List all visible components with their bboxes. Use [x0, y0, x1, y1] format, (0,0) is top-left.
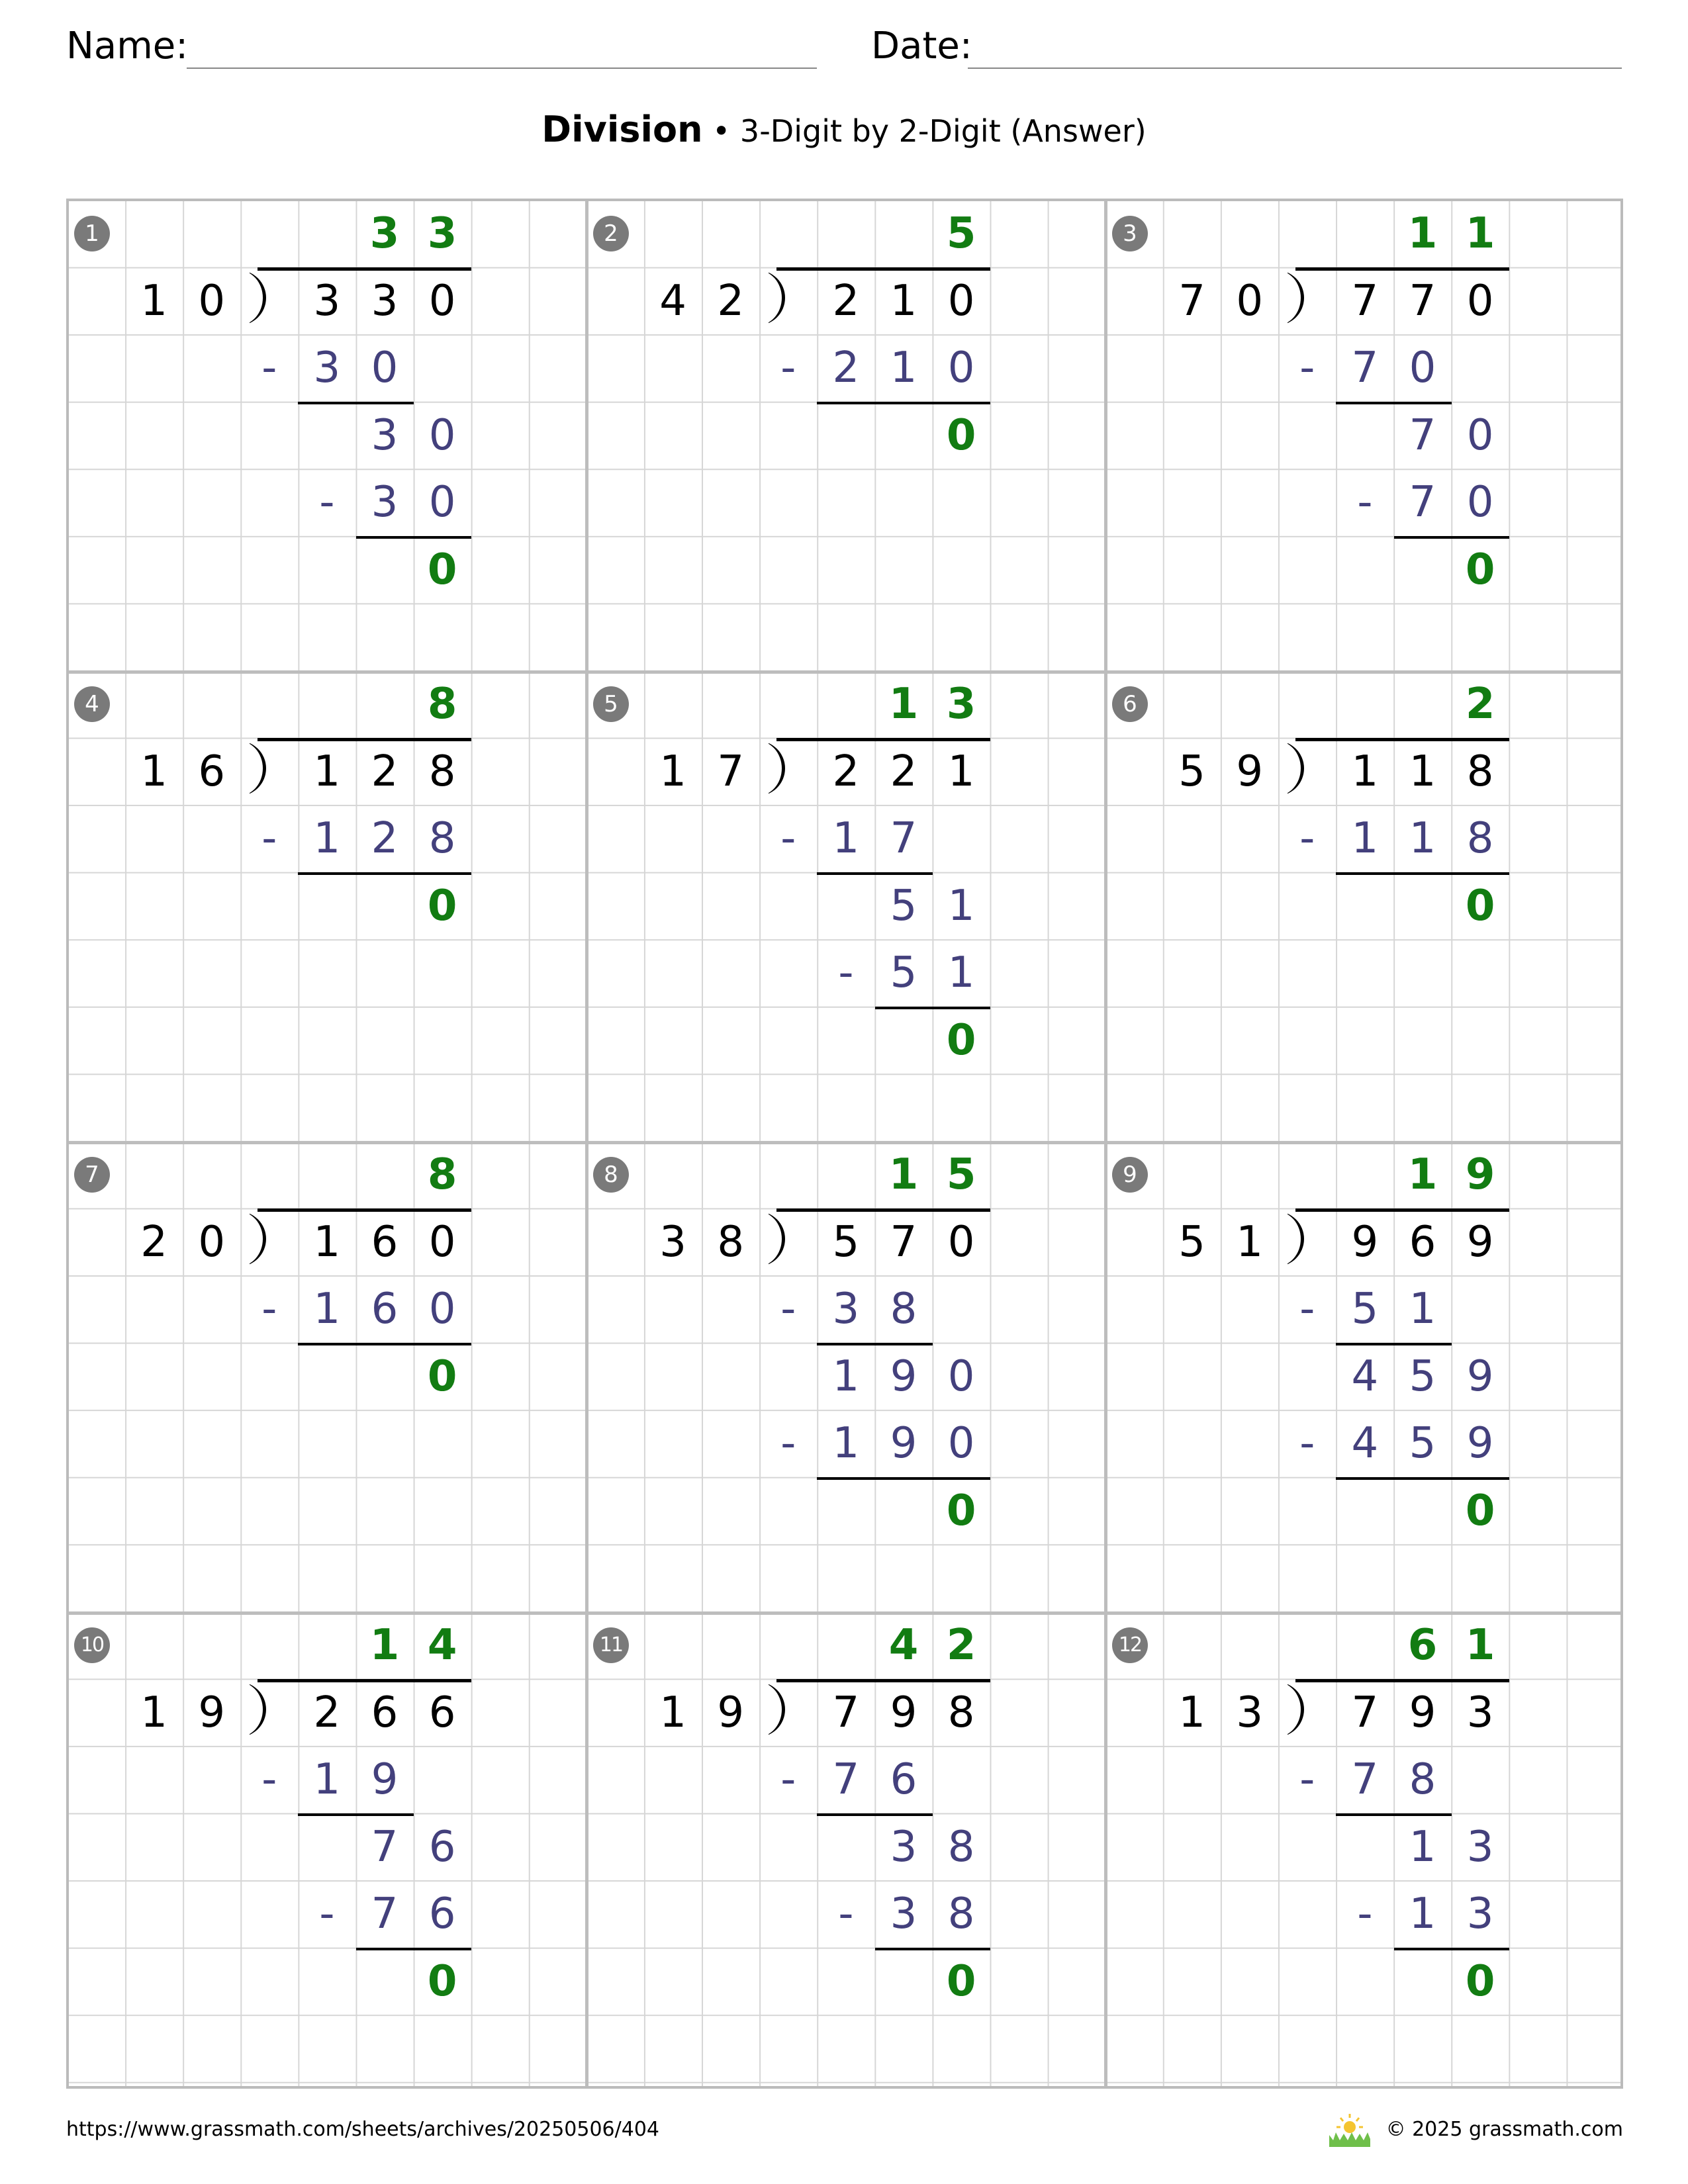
problem-number-badge: 6 — [1112, 686, 1148, 722]
divisor-digit: 7 — [717, 747, 745, 796]
page-title — [0, 105, 1688, 156]
subtrahend-digit: 7 — [1351, 1755, 1379, 1805]
minus-sign: - — [780, 1419, 796, 1469]
problem-8 — [586, 1141, 1105, 1612]
dividend-digit: 7 — [1409, 276, 1436, 326]
subtrahend-digit: 3 — [1466, 1889, 1494, 1939]
partial-remainder-digit: 1 — [947, 881, 975, 931]
remainder-digit: 0 — [946, 410, 976, 460]
dividend-digit: 5 — [832, 1217, 860, 1267]
quotient-digit: 8 — [427, 1150, 457, 1199]
division-vinculum — [258, 267, 471, 271]
subtrahend-digit: 3 — [832, 1285, 860, 1334]
divisor-digit: 0 — [1236, 276, 1264, 326]
worksheet-grid — [66, 199, 1623, 2089]
title-subtitle: 3-Digit by 2-Digit (Answer) — [739, 113, 1147, 149]
subtrahend-digit: 1 — [313, 1755, 341, 1805]
minus-sign: - — [1299, 1285, 1315, 1334]
divisor-digit: 4 — [659, 276, 686, 326]
minus-sign: - — [838, 948, 854, 998]
division-vinculum — [258, 738, 471, 741]
subtrahend-digit: 6 — [371, 1285, 399, 1334]
partial-remainder-digit: 6 — [428, 1822, 456, 1872]
minus-sign: - — [1299, 1419, 1315, 1469]
division-vinculum — [258, 1208, 471, 1212]
subtrahend-digit: 1 — [832, 814, 860, 864]
remainder-digit: 0 — [1465, 1956, 1495, 2006]
subtrahend-digit: 8 — [1466, 814, 1494, 864]
subtrahend-digit: 1 — [1409, 1285, 1436, 1334]
subtrahend-digit: 3 — [371, 478, 399, 527]
dividend-digit: 9 — [1409, 1688, 1436, 1737]
subtrahend-digit: 1 — [313, 1285, 341, 1334]
subtrahend-digit: 7 — [371, 1889, 399, 1939]
divisor-digit: 2 — [140, 1217, 167, 1267]
division-bracket — [1288, 270, 1307, 330]
dividend-digit: 7 — [1351, 1688, 1379, 1737]
title-separator: • — [702, 113, 740, 149]
name-label: Name: — [66, 24, 189, 68]
minus-sign: - — [261, 1755, 277, 1805]
problem-number-badge: 3 — [1112, 216, 1148, 251]
partial-remainder-digit: 3 — [890, 1822, 917, 1872]
quotient-digit: 8 — [427, 680, 457, 729]
problem-number-badge: 10 — [74, 1627, 110, 1663]
division-bracket — [1288, 741, 1307, 800]
problem-12 — [1105, 1612, 1624, 2083]
partial-remainder-digit: 5 — [890, 881, 917, 931]
minus-sign: - — [1299, 814, 1315, 864]
problem-2 — [586, 200, 1105, 671]
divisor-digit: 1 — [1236, 1217, 1264, 1267]
subtrahend-digit: 0 — [428, 478, 456, 527]
division-bracket — [769, 1211, 788, 1271]
division-vinculum — [1295, 267, 1509, 271]
minus-sign: - — [780, 814, 796, 864]
minus-sign: - — [1299, 1755, 1315, 1805]
problem-6 — [1105, 670, 1624, 1142]
subtrahend-digit: 1 — [313, 814, 341, 864]
divisor-digit: 3 — [1236, 1688, 1264, 1737]
divisor-digit: 1 — [1178, 1688, 1205, 1737]
remainder-digit: 0 — [946, 1956, 976, 2006]
partial-remainder-digit: 0 — [1466, 410, 1494, 460]
divisor-digit: 1 — [140, 1688, 167, 1737]
subtrahend-digit: 1 — [1409, 814, 1436, 864]
division-bracket — [1288, 1211, 1307, 1271]
dividend-digit: 8 — [428, 747, 456, 796]
subtrahend-digit: 3 — [313, 343, 341, 393]
dividend-digit: 1 — [313, 1217, 341, 1267]
dividend-digit: 2 — [890, 747, 917, 796]
subtrahend-digit: 5 — [1409, 1419, 1436, 1469]
divisor-digit: 2 — [717, 276, 745, 326]
dividend-digit: 3 — [1466, 1688, 1494, 1737]
grass-sun-logo-icon — [1328, 2111, 1372, 2147]
subtrahend-digit: 7 — [1409, 478, 1436, 527]
remainder-digit: 0 — [427, 881, 457, 931]
subtrahend-digit: 1 — [1351, 814, 1379, 864]
division-bracket — [250, 1211, 269, 1271]
dividend-digit: 0 — [947, 276, 975, 326]
minus-sign: - — [780, 343, 796, 393]
subtrahend-digit: 1 — [947, 948, 975, 998]
division-vinculum — [776, 738, 990, 741]
quotient-digit: 3 — [427, 209, 457, 258]
partial-remainder-digit: 7 — [371, 1822, 399, 1872]
partial-remainder-digit: 0 — [428, 410, 456, 460]
quotient-digit: 5 — [946, 209, 976, 258]
quotient-digit: 1 — [1465, 1621, 1495, 1670]
dividend-digit: 3 — [313, 276, 341, 326]
divisor-digit: 1 — [140, 276, 167, 326]
minus-sign: - — [261, 814, 277, 864]
minus-sign: - — [780, 1755, 796, 1805]
dividend-digit: 8 — [1466, 747, 1494, 796]
problem-number-badge: 5 — [593, 686, 629, 722]
quotient-digit: 2 — [946, 1621, 976, 1670]
minus-sign: - — [261, 1285, 277, 1334]
dividend-digit: 6 — [428, 1688, 456, 1737]
subtrahend-digit: 4 — [1351, 1419, 1379, 1469]
dividend-digit: 2 — [313, 1688, 341, 1737]
minus-sign: - — [1299, 343, 1315, 393]
dividend-digit: 6 — [371, 1217, 399, 1267]
division-vinculum — [776, 267, 990, 271]
minus-sign: - — [261, 343, 277, 393]
divisor-digit: 5 — [1178, 1217, 1205, 1267]
quotient-digit: 1 — [1465, 209, 1495, 258]
dividend-digit: 1 — [313, 747, 341, 796]
subtrahend-digit: 9 — [1466, 1419, 1494, 1469]
subtrahend-digit: 8 — [947, 1889, 975, 1939]
dividend-digit: 1 — [947, 747, 975, 796]
subtrahend-digit: 0 — [947, 343, 975, 393]
subtrahend-digit: 5 — [1351, 1285, 1379, 1334]
dividend-digit: 1 — [1409, 747, 1436, 796]
footer-copyright: © 2025 grassmath.com — [1385, 2118, 1623, 2141]
divisor-digit: 1 — [659, 1688, 686, 1737]
subtrahend-digit: 7 — [832, 1755, 860, 1805]
problem-11 — [586, 1612, 1105, 2083]
divisor-digit: 1 — [659, 747, 686, 796]
division-vinculum — [776, 1208, 990, 1212]
remainder-digit: 0 — [1465, 881, 1495, 931]
partial-remainder-digit: 9 — [890, 1351, 917, 1401]
partial-remainder-digit: 3 — [1466, 1822, 1494, 1872]
divisor-digit: 9 — [1236, 747, 1264, 796]
quotient-digit: 2 — [1465, 680, 1495, 729]
divisor-digit: 8 — [717, 1217, 745, 1267]
dividend-digit: 7 — [1351, 276, 1379, 326]
partial-remainder-digit: 5 — [1409, 1351, 1436, 1401]
subtrahend-digit: 5 — [890, 948, 917, 998]
dividend-digit: 0 — [947, 1217, 975, 1267]
division-bracket — [250, 1682, 269, 1741]
minus-sign: - — [1357, 1889, 1373, 1939]
division-vinculum — [258, 1679, 471, 1682]
divisor-digit: 0 — [198, 1217, 226, 1267]
partial-remainder-digit: 8 — [947, 1822, 975, 1872]
divisor-digit: 9 — [717, 1688, 745, 1737]
division-vinculum — [776, 1679, 990, 1682]
problem-1 — [68, 200, 586, 671]
partial-remainder-digit: 0 — [947, 1351, 975, 1401]
subtrahend-digit: 1 — [1409, 1889, 1436, 1939]
divisor-digit: 3 — [659, 1217, 686, 1267]
division-bracket — [1288, 1682, 1307, 1741]
problem-number-badge: 7 — [74, 1157, 110, 1193]
divisor-digit: 6 — [198, 747, 226, 796]
minus-sign: - — [319, 1889, 335, 1939]
subtrahend-digit: 9 — [890, 1419, 917, 1469]
problem-7 — [68, 1141, 586, 1612]
division-vinculum — [1295, 738, 1509, 741]
problem-9 — [1105, 1141, 1624, 1612]
title-main: Division — [541, 109, 703, 150]
problem-4 — [68, 670, 586, 1142]
dividend-digit: 7 — [832, 1688, 860, 1737]
remainder-digit: 0 — [1465, 1486, 1495, 1535]
partial-remainder-digit: 1 — [832, 1351, 860, 1401]
quotient-digit: 1 — [369, 1621, 400, 1670]
remainder-digit: 0 — [427, 545, 457, 594]
quotient-digit: 6 — [1407, 1621, 1438, 1670]
subtrahend-digit: 8 — [890, 1285, 917, 1334]
divisor-digit: 5 — [1178, 747, 1205, 796]
dividend-digit: 0 — [428, 276, 456, 326]
quotient-digit: 1 — [888, 1150, 919, 1199]
dividend-digit: 2 — [832, 276, 860, 326]
dividend-digit: 9 — [1351, 1217, 1379, 1267]
division-vinculum — [1295, 1208, 1509, 1212]
remainder-digit: 0 — [427, 1956, 457, 2006]
subtrahend-digit: 2 — [371, 814, 399, 864]
minus-sign: - — [1357, 478, 1373, 527]
name-line[interactable] — [187, 68, 817, 69]
partial-remainder-digit: 3 — [371, 410, 399, 460]
quotient-digit: 1 — [1407, 209, 1438, 258]
subtrahend-digit: 0 — [1409, 343, 1436, 393]
subtrahend-digit: 8 — [1409, 1755, 1436, 1805]
problem-5 — [586, 670, 1105, 1142]
quotient-digit: 1 — [888, 680, 919, 729]
date-line[interactable] — [968, 68, 1622, 69]
subtrahend-digit: 2 — [832, 343, 860, 393]
minus-sign: - — [838, 1889, 854, 1939]
division-vinculum — [1295, 1679, 1509, 1682]
dividend-digit: 3 — [371, 276, 399, 326]
dividend-digit: 9 — [1466, 1217, 1494, 1267]
dividend-digit: 7 — [890, 1217, 917, 1267]
subtrahend-digit: 9 — [371, 1755, 399, 1805]
dividend-digit: 9 — [890, 1688, 917, 1737]
partial-remainder-digit: 1 — [1409, 1822, 1436, 1872]
subtrahend-digit: 1 — [832, 1419, 860, 1469]
partial-remainder-digit: 7 — [1409, 410, 1436, 460]
problem-number-badge: 1 — [74, 216, 110, 251]
date-label: Date: — [871, 24, 972, 68]
subtrahend-digit: 0 — [947, 1419, 975, 1469]
quotient-digit: 9 — [1465, 1150, 1495, 1199]
division-bracket — [250, 270, 269, 330]
minus-sign: - — [780, 1285, 796, 1334]
subtrahend-digit: 6 — [890, 1755, 917, 1805]
subtrahend-digit: 0 — [1466, 478, 1494, 527]
subtrahend-digit: 0 — [428, 1285, 456, 1334]
problem-number-badge: 11 — [593, 1627, 629, 1663]
remainder-digit: 0 — [946, 1015, 976, 1065]
problem-number-badge: 8 — [593, 1157, 629, 1193]
subtrahend-digit: 3 — [890, 1889, 917, 1939]
dividend-digit: 8 — [947, 1688, 975, 1737]
division-bracket — [769, 270, 788, 330]
remainder-digit: 0 — [946, 1486, 976, 1535]
subtrahend-digit: 7 — [1351, 343, 1379, 393]
quotient-digit: 4 — [427, 1621, 457, 1670]
divisor-digit: 9 — [198, 1688, 226, 1737]
quotient-digit: 4 — [888, 1621, 919, 1670]
quotient-digit: 3 — [369, 209, 400, 258]
problem-number-badge: 4 — [74, 686, 110, 722]
remainder-digit: 0 — [427, 1351, 457, 1401]
partial-remainder-digit: 9 — [1466, 1351, 1494, 1401]
dividend-digit: 2 — [371, 747, 399, 796]
dividend-digit: 2 — [832, 747, 860, 796]
problem-number-badge: 12 — [1112, 1627, 1148, 1663]
divisor-digit: 1 — [140, 747, 167, 796]
quotient-digit: 1 — [1407, 1150, 1438, 1199]
subtrahend-digit: 7 — [890, 814, 917, 864]
problem-number-badge: 2 — [593, 216, 629, 251]
dividend-digit: 6 — [1409, 1217, 1436, 1267]
dividend-digit: 6 — [371, 1688, 399, 1737]
divisor-digit: 0 — [198, 276, 226, 326]
subtrahend-digit: 1 — [890, 343, 917, 393]
subtrahend-digit: 6 — [428, 1889, 456, 1939]
problem-10 — [68, 1612, 586, 2083]
remainder-digit: 0 — [1465, 545, 1495, 594]
dividend-digit: 1 — [1351, 747, 1379, 796]
problem-3 — [1105, 200, 1624, 671]
divisor-digit: 7 — [1178, 276, 1205, 326]
problem-number-badge: 9 — [1112, 1157, 1148, 1193]
division-bracket — [769, 1682, 788, 1741]
subtrahend-digit: 8 — [428, 814, 456, 864]
dividend-digit: 0 — [1466, 276, 1494, 326]
footer-url[interactable]: https://www.grassmath.com/sheets/archives/20250506/404 — [66, 2118, 660, 2141]
division-bracket — [769, 741, 788, 800]
quotient-digit: 5 — [946, 1150, 976, 1199]
dividend-digit: 1 — [890, 276, 917, 326]
quotient-digit: 3 — [946, 680, 976, 729]
dividend-digit: 0 — [428, 1217, 456, 1267]
division-bracket — [250, 741, 269, 800]
minus-sign: - — [319, 478, 335, 527]
partial-remainder-digit: 4 — [1351, 1351, 1379, 1401]
subtrahend-digit: 0 — [371, 343, 399, 393]
